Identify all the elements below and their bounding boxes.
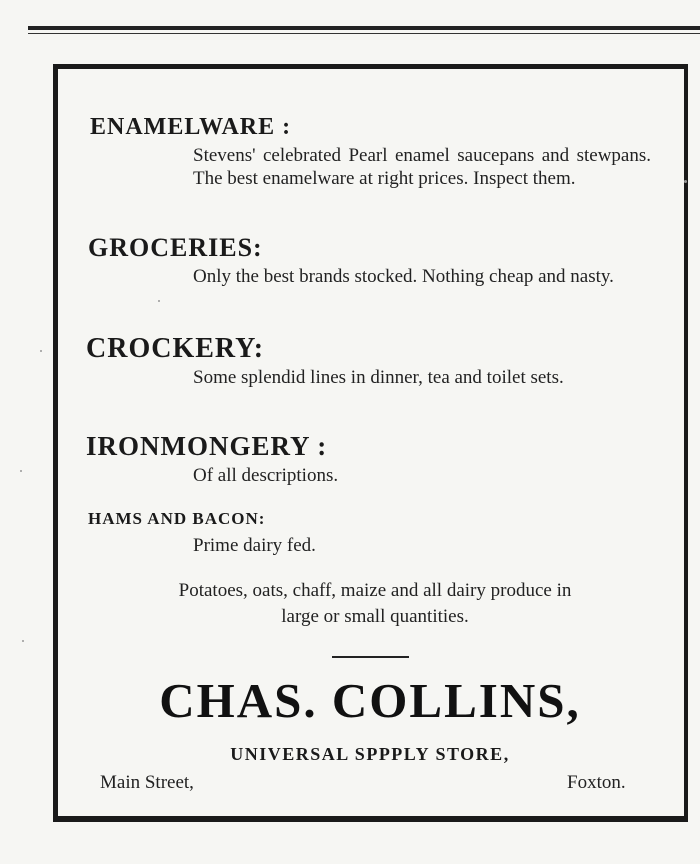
text-groceries: Only the best brands stocked. Nothing cheap and nasty. (193, 266, 614, 287)
store-name: CHAS. COLLINS, (159, 673, 581, 728)
print-speck (40, 350, 42, 352)
text-ironmongery: Of all descriptions. (193, 465, 339, 486)
print-speck (22, 640, 24, 642)
print-speck (158, 300, 160, 302)
divider (332, 656, 409, 658)
produce-line-1: Potatoes, oats, chaff, maize and all dairy produce in (178, 580, 572, 601)
produce-line-2: large or small quantities. (281, 606, 469, 627)
top-rule (28, 26, 700, 30)
heading-hams-and-bacon: HAMS AND BACON: (88, 509, 266, 528)
text-crockery: Some splendid lines in dinner, tea and toilet sets. (193, 367, 564, 388)
heading-ironmongery: IRONMONGERY : (86, 431, 328, 461)
print-speck (684, 180, 687, 183)
text-hams-and-bacon: Prime dairy fed. (193, 535, 316, 556)
print-speck (20, 470, 22, 472)
heading-groceries: GROCERIES: (88, 233, 263, 262)
store-subtitle: UNIVERSAL SPPPLY STORE, (230, 744, 510, 764)
heading-enamelware: ENAMELWARE : (90, 114, 292, 140)
top-rule-thin (28, 33, 700, 34)
text-enamelware: Stevens' celebrated Pearl enamel saucepans and stewpans. The best enamelware at right prices. Inspect them. (193, 145, 651, 189)
street-address: Main Street, (100, 772, 194, 793)
heading-crockery: CROCKERY: (86, 333, 265, 364)
town: Foxton. (567, 772, 626, 793)
